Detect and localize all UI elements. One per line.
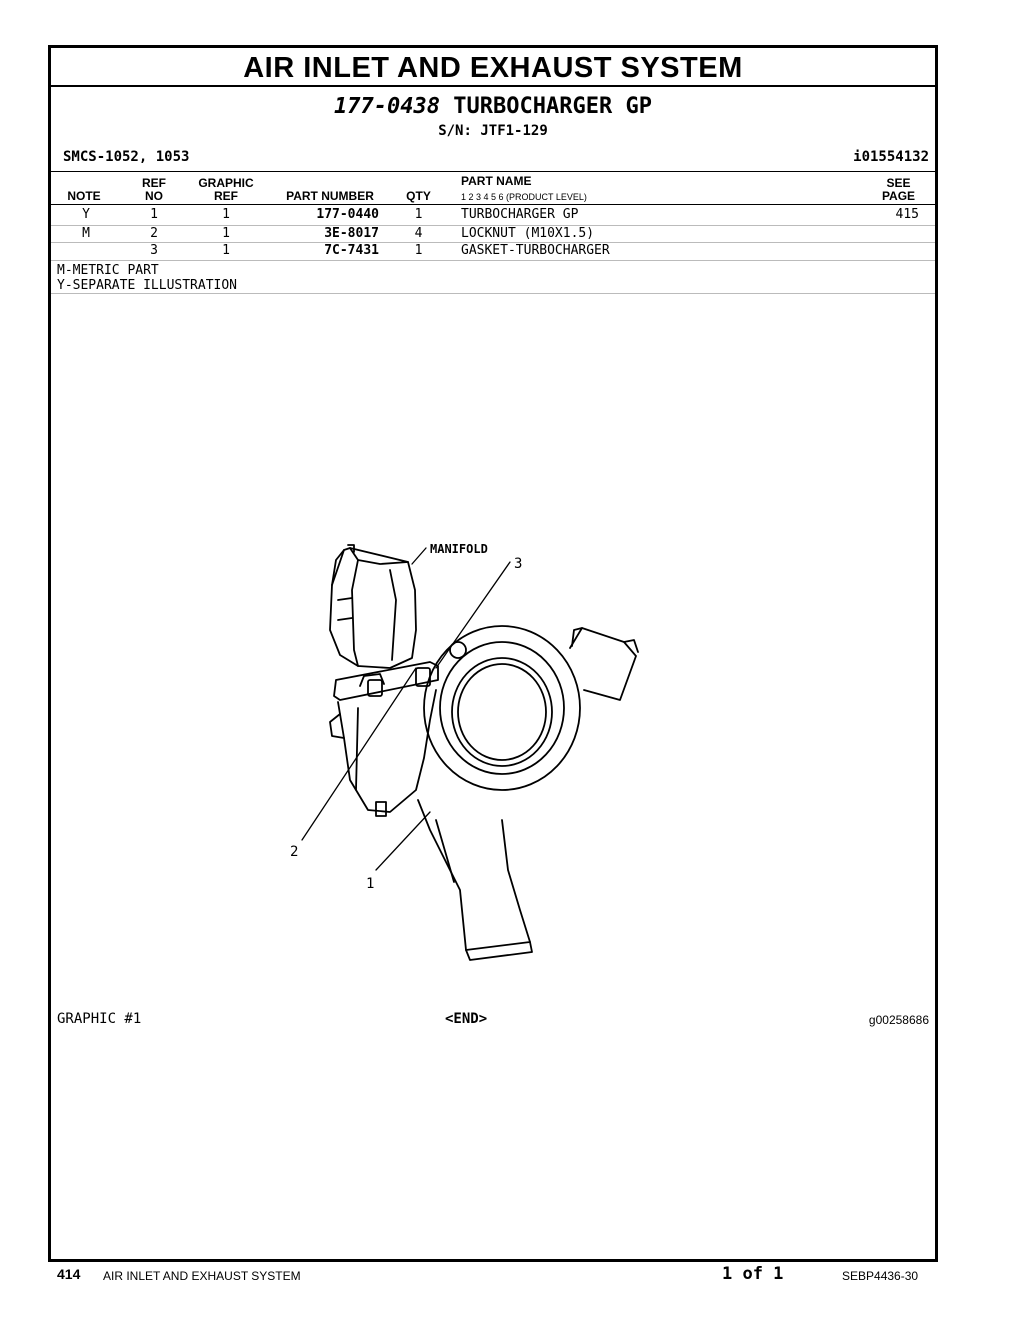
row-part-name: GASKET-TURBOCHARGER [461, 243, 610, 258]
row-ref: 3 [150, 243, 158, 258]
col-gref-1: GRAPHIC [198, 176, 254, 190]
turbocharger-illustration [240, 490, 660, 990]
row-graphic-ref: 1 [222, 226, 230, 241]
illustration-id: i01554132 [853, 149, 929, 165]
product-levels: 1 2 3 4 5 6 (PRODUCT LEVEL) [461, 192, 587, 202]
row-ref: 1 [150, 207, 158, 222]
group-title [51, 94, 935, 119]
header-top-rule [51, 171, 935, 172]
footer-section-title: AIR INLET AND EXHAUST SYSTEM [103, 1269, 301, 1283]
col-part-number: PART NUMBER [286, 189, 374, 203]
notes-legend [57, 263, 237, 293]
callout-manifold: MANIFOLD [430, 542, 488, 556]
col-part-name: PART NAME [461, 174, 532, 188]
row-rule [51, 260, 935, 261]
serial-number: S/N: JTF1-129 [438, 123, 548, 139]
row-ref: 2 [150, 226, 158, 241]
notes-rule [51, 293, 935, 294]
footer-document-id: SEBP4436-30 [842, 1269, 919, 1283]
footer-page-count: 1 of 1 [722, 1264, 784, 1284]
graphic-label: GRAPHIC #1 [57, 1011, 142, 1027]
row-see-page[interactable]: 415 [895, 207, 919, 222]
col-gref-2: REF [214, 189, 238, 203]
group-name: TURBOCHARGER GP [453, 94, 652, 119]
group-part-number: 177-0438 [334, 94, 441, 119]
compressor-outlet [570, 628, 636, 700]
smcs-codes: SMCS-1052, 1053 [63, 149, 190, 165]
turbine-housing [338, 690, 436, 812]
row-note: Y [82, 207, 90, 222]
row-qty: 1 [414, 243, 423, 258]
row-graphic-ref: 1 [222, 243, 230, 258]
note-metric: M-METRIC PART [57, 263, 159, 278]
row-part-number: 177-0440 [316, 207, 379, 222]
header-bottom-rule [51, 204, 935, 205]
manifold-elbow [330, 548, 416, 668]
note-separate-illustration: Y-SEPARATE ILLUSTRATION [57, 278, 238, 293]
col-ref-1: REF [142, 176, 166, 190]
row-part-name: LOCKNUT (M10X1.5) [461, 226, 595, 241]
graphic-id: g00258686 [868, 1013, 929, 1027]
callout-1: 1 [366, 876, 375, 892]
col-note: NOTE [67, 189, 101, 203]
callout-2: 2 [290, 844, 299, 860]
col-see-1: SEE [886, 176, 911, 190]
section-title: AIR INLET AND EXHAUST SYSTEM [51, 48, 935, 87]
col-see-2: PAGE [881, 189, 916, 203]
row-note: M [82, 226, 90, 241]
row-qty: 1 [414, 207, 423, 222]
row-graphic-ref: 1 [222, 207, 230, 222]
col-ref-2: NO [145, 189, 163, 203]
row-qty: 4 [414, 226, 423, 241]
row-part-number: 7C-7431 [324, 243, 379, 258]
exhaust-elbow [418, 800, 530, 950]
row-part-name: TURBOCHARGER GP [461, 207, 579, 222]
col-qty: QTY [406, 189, 431, 203]
callout-3: 3 [514, 556, 523, 572]
end-marker: <END> [445, 1011, 488, 1027]
footer-page-number: 414 [57, 1266, 81, 1282]
row-part-number: 3E-8017 [324, 226, 379, 241]
